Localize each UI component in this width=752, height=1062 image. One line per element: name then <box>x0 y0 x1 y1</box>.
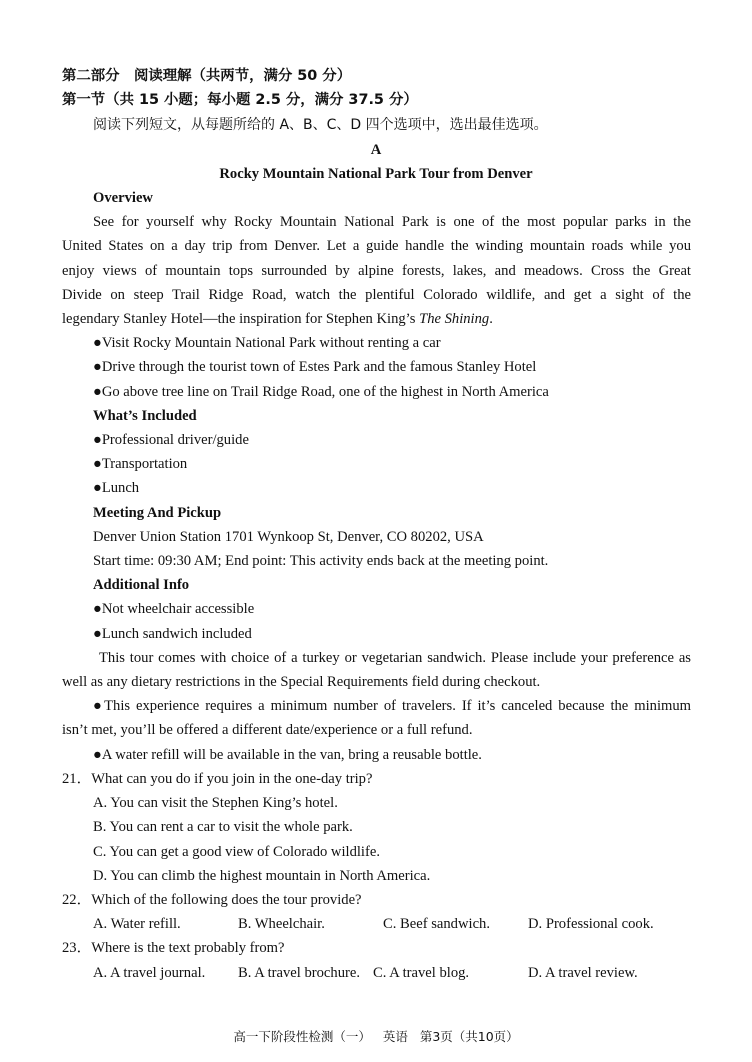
part-title: 第二部分 阅读理解（共两节，满分 50 分） <box>62 68 352 84</box>
passage-letter: A <box>370 142 382 158</box>
instruction: 阅读下列短文，从每题所给的 A、B、C、D 四个选项中，选出最佳选项。 <box>93 117 548 133</box>
option-b[interactable]: B. Wheelchair. <box>238 916 325 932</box>
subsection-title: 第一节（共 15 小题；每小题 2.5 分，满分 37.5 分） <box>62 92 418 108</box>
question-23 <box>62 938 285 958</box>
option-c[interactable]: C. You can get a good view of Colorado wildlife. <box>93 844 380 860</box>
book-title: The Shining <box>419 311 490 327</box>
option-d[interactable]: D. A travel review. <box>528 965 638 981</box>
option-d[interactable]: D. You can climb the highest mountain in North America. <box>93 868 431 884</box>
overview-line: Divide on steep Trail Ridge Road, watch the plentiful Colorado wildlife, and get a sight of the <box>62 287 691 303</box>
included-item: ●Transportation <box>93 456 188 472</box>
option-a[interactable]: A. Water refill. <box>93 916 181 932</box>
additional-heading: Additional Info <box>93 577 190 593</box>
option-b[interactable]: B. A travel brochure. <box>238 965 360 981</box>
minimum-note-cont: isn’t met, you’ll be offered a different date/experience or a full refund. <box>62 722 473 738</box>
additional-item: ●Not wheelchair accessible <box>93 601 255 617</box>
included-item: ●Professional driver/guide <box>93 432 249 448</box>
option-c[interactable]: C. Beef sandwich. <box>383 916 490 932</box>
question-stem: What can you do if you join in the one-day trip? <box>91 771 373 787</box>
footer-subject: 英语 <box>382 1029 408 1044</box>
option-c[interactable]: C. A travel blog. <box>373 965 470 981</box>
question-stem: Which of the following does the tour provide? <box>91 892 362 908</box>
option-b[interactable]: B. You can rent a car to visit the whole park. <box>93 819 353 835</box>
meeting-time: Start time: 09:30 AM; End point: This activity ends back at the meeting point. <box>93 553 549 569</box>
option-d[interactable]: D. Professional cook. <box>528 916 654 932</box>
overview-line: United States on a day trip from Denver. Let a guide handle the winding mountain roads while you <box>62 238 691 254</box>
option-a[interactable]: A. You can visit the Stephen King’s hotel. <box>93 795 338 811</box>
minimum-note: ●This experience requires a minimum number of travelers. If it’s canceled because the minimum <box>93 698 691 714</box>
passage-title: Rocky Mountain National Park Tour from Denver <box>219 166 533 182</box>
overview-line: enjoy views of mountain tops surrounded by alpine forests, lakes, and meadows. Cross the Great <box>62 263 691 279</box>
meeting-heading: Meeting And Pickup <box>93 505 222 521</box>
overview-last-prefix: legendary Stanley Hotel—the inspiration for Stephen King’s <box>62 311 420 327</box>
question-number: 23． <box>62 940 92 956</box>
question-stem: Where is the text probably from? <box>91 940 285 956</box>
question-21 <box>62 769 372 789</box>
option-a[interactable]: A. A travel journal. <box>93 965 206 981</box>
overview-heading: Overview <box>93 190 153 206</box>
additional-item: ●Lunch sandwich included <box>93 626 252 642</box>
included-item: ●Lunch <box>93 480 140 496</box>
question-number: 22． <box>62 892 92 908</box>
overview-last-suffix: . <box>489 311 493 327</box>
highlight-item: ●Drive through the tourist town of Estes Park and the famous Stanley Hotel <box>93 359 537 375</box>
sandwich-note-cont: well as any dietary restrictions in the Special Requirements field during checkout. <box>62 674 541 690</box>
overview-last-line <box>62 309 493 329</box>
footer-page-number: 第3页（共10页） <box>419 1029 519 1044</box>
page-footer <box>0 1028 752 1046</box>
water-note: ●A water refill will be available in the van, bring a reusable bottle. <box>93 747 482 763</box>
highlight-item: ●Go above tree line on Trail Ridge Road, one of the highest in North America <box>93 384 549 400</box>
included-heading: What’s Included <box>93 408 197 424</box>
question-number: 21． <box>62 771 92 787</box>
question-22 <box>62 890 362 910</box>
highlight-item: ●Visit Rocky Mountain National Park without renting a car <box>93 335 441 351</box>
sandwich-note: This tour comes with choice of a turkey or vegetarian sandwich. Please include your preference as <box>99 650 691 666</box>
footer-exam: 高一下阶段性检测（一） <box>233 1029 371 1044</box>
meeting-address: Denver Union Station 1701 Wynkoop St, Denver, CO 80202, USA <box>93 529 484 545</box>
overview-line: See for yourself why Rocky Mountain National Park is one of the most popular parks in the <box>93 214 691 230</box>
